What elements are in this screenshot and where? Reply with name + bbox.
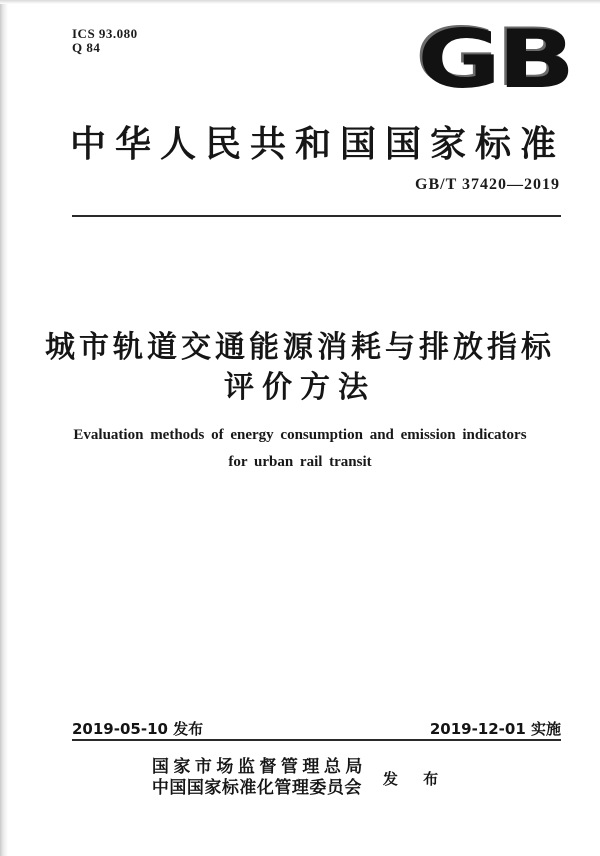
title-english bbox=[0, 422, 600, 476]
title-cn-line2: 评价方法 bbox=[224, 370, 376, 405]
scan-edge-top bbox=[0, 0, 600, 4]
title-chinese bbox=[0, 328, 600, 408]
publisher-block bbox=[0, 756, 600, 798]
title-en-line2: for urban rail transit bbox=[228, 454, 372, 470]
header-rule bbox=[72, 215, 561, 217]
gb-logo: GB bbox=[417, 13, 572, 106]
ics-block bbox=[72, 27, 138, 55]
publisher-orgs bbox=[152, 756, 367, 798]
issue-date: 2019-05-10 发布 bbox=[72, 720, 204, 738]
national-standard-heading: 中华人民共和国国家标准 bbox=[70, 124, 566, 164]
footer-rule bbox=[72, 739, 561, 741]
implementation-date: 2019-12-01 实施 bbox=[429, 720, 561, 738]
standard-number: GB/T 37420—2019 bbox=[415, 176, 560, 193]
publish-label: 发 布 bbox=[382, 769, 449, 788]
dates-row bbox=[72, 718, 561, 739]
title-cn-line1: 城市轨道交通能源消耗与排放指标 bbox=[45, 330, 555, 365]
publisher-line2: 中国国家标准化管理委员会 bbox=[151, 778, 362, 797]
title-en-line1: Evaluation methods of energy consumption and emission indicators bbox=[73, 427, 527, 443]
classification-code: Q 84 bbox=[72, 40, 101, 55]
publisher-line1: 国家市场监督管理总局 bbox=[151, 757, 367, 776]
ics-code: ICS 93.080 bbox=[72, 26, 138, 41]
